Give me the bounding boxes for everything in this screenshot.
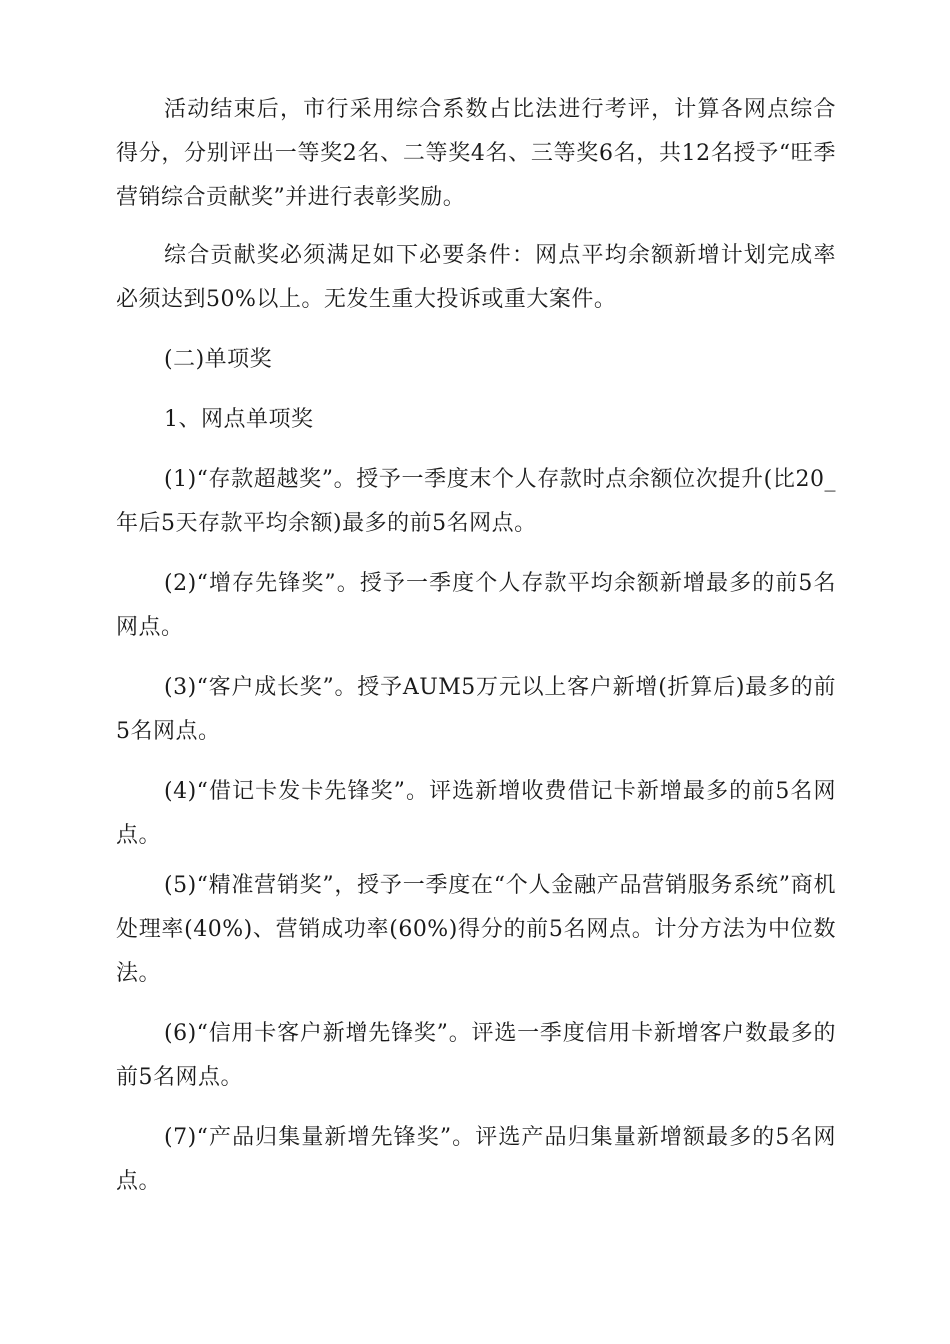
award-item-4: (4)“借记卡发卡先锋奖”。评选新增收费借记卡新增最多的前5名网点。 — [116, 779, 836, 848]
section-heading-single-awards: (二)单项奖 — [164, 347, 273, 372]
award-item-2: (2)“增存先锋奖”。授予一季度个人存款平均余额新增最多的前5名网点。 — [116, 571, 836, 640]
award-item-3: (3)“客户成长奖”。授予AUM5万元以上客户新增(折算后)最多的前5名网点。 — [116, 675, 836, 744]
subsection-heading-branch-awards: 1、网点单项奖 — [164, 407, 314, 432]
paragraph-summary: 活动结束后，市行采用综合系数占比法进行考评，计算各网点综合得分，分别评出一等奖2名、二等奖4名、三等奖6名，共12名授予“旺季营销综合贡献奖”并进行表彰奖励。 — [116, 97, 836, 210]
award-item-6: (6)“信用卡客户新增先锋奖”。评选一季度信用卡新增客户数最多的前5名网点。 — [116, 1021, 836, 1090]
paragraph-conditions: 综合贡献奖必须满足如下必要条件：网点平均余额新增计划完成率必须达到50%以上。无发生重大投诉或重大案件。 — [116, 243, 836, 312]
award-item-5: (5)“精准营销奖”，授予一季度在“个人金融产品营销服务系统”商机处理率(40%)、营销成功率(60%)得分的前5名网点。计分方法为中位数法。 — [116, 873, 836, 986]
award-item-1: (1)“存款超越奖”。授予一季度末个人存款时点余额位次提升(比20_年后5天存款平均余额)最多的前5名网点。 — [116, 467, 836, 536]
award-item-7: (7)“产品归集量新增先锋奖”。评选产品归集量新增额最多的5名网点。 — [116, 1125, 836, 1194]
